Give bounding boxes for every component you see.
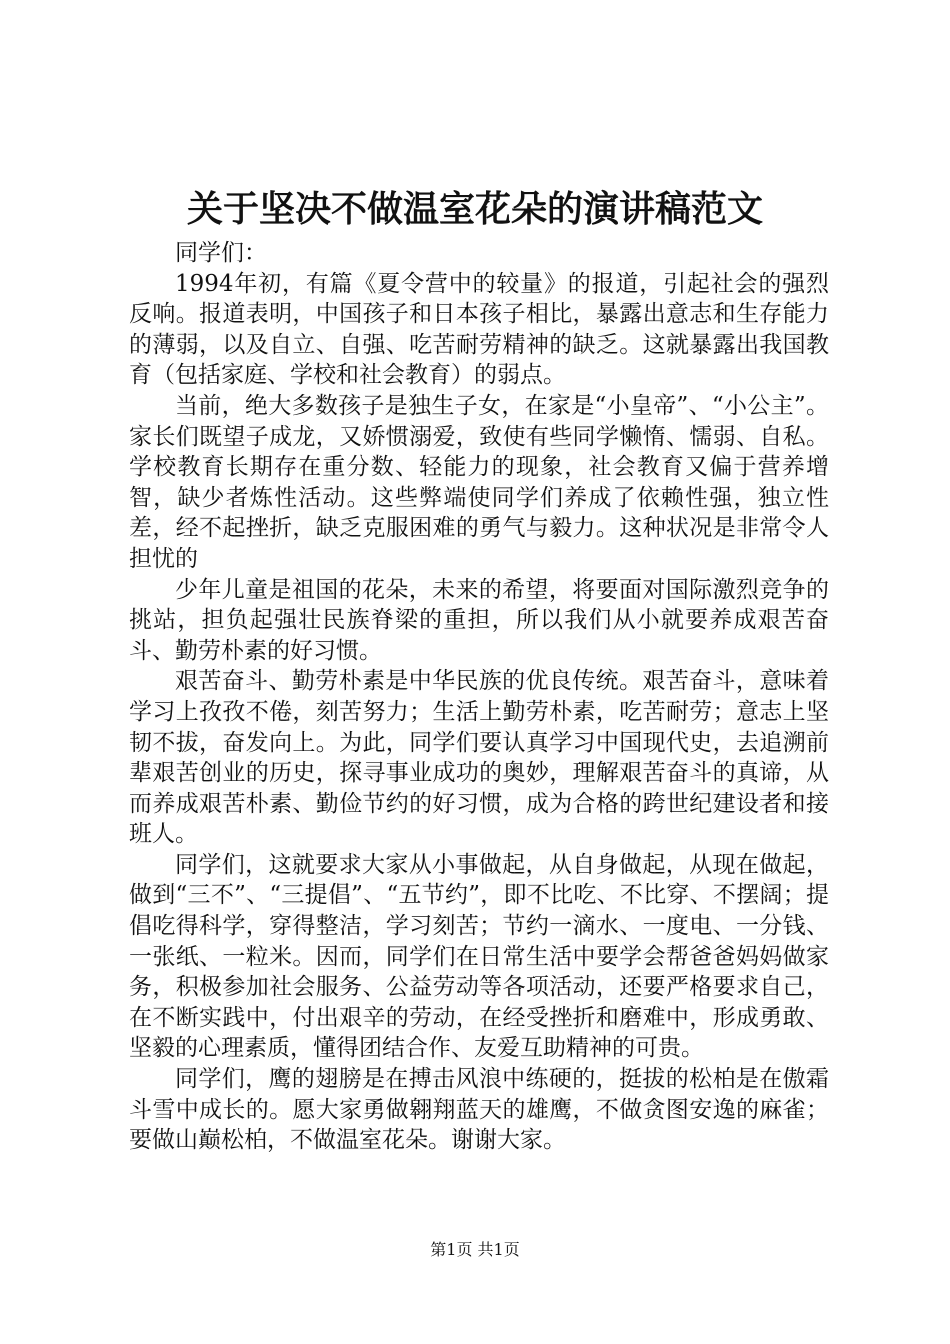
document-body [129, 238, 829, 1156]
paragraph: 少年儿童是祖国的花朵，未来的希望，将要面对国际激烈竞争的挑站，担负起强壮民族脊梁的重担，所以我们从小就要养成艰苦奋斗、勤劳朴素的好习惯。 [129, 576, 829, 664]
salutation: 同学们： [175, 240, 267, 266]
paragraph: 1994年初，有篇《夏令营中的较量》的报道，引起社会的强烈反响。报道表明，中国孩子和日本孩子相比，暴露出意志和生存能力的薄弱，以及自立、自强、吃苦耐劳精神的缺乏。这就暴露出我国教育（包括家庭、学校和社会教育）的弱点。 [129, 270, 829, 389]
paragraph: 同学们，鹰的翅膀是在搏击风浪中练硬的，挺拔的松柏是在傲霜斗雪中成长的。愿大家勇做翱翔蓝天的雄鹰，不做贪图安逸的麻雀；要做山巅松柏，不做温室花朵。谢谢大家。 [129, 1066, 829, 1154]
paragraph: 同学们，这就要求大家从小事做起，从自身做起，从现在做起，做到“三不”、“三提倡”、“五节约”，即不比吃、不比穿、不摆阔；提倡吃得科学，穿得整洁，学习刻苦；节约一滴水、一度电、一分钱、一张纸、一粒米。因而，同学们在日常生活中要学会帮爸爸妈妈做家务，积极参加社会服务、公益劳动等各项活动，还要严格要求自己，在不断实践中，付出艰辛的劳动，在经受挫折和磨难中，形成勇敢、坚毅的心理素质，懂得团结合作、友爱互助精神的可贵。 [129, 851, 829, 1062]
document-title: 关于坚决不做温室花朵的演讲稿范文 [186, 188, 763, 230]
paragraph: 艰苦奋斗、勤劳朴素是中华民族的优良传统。艰苦奋斗，意味着学习上孜孜不倦，刻苦努力；生活上勤劳朴素，吃苦耐劳；意志上坚韧不拔，奋发向上。为此，同学们要认真学习中国现代史，去追溯前辈艰苦创业的历史，探寻事业成功的奥妙，理解艰苦奋斗的真谛，从而养成艰苦朴素、勤俭节约的好习惯，成为合格的跨世纪建设者和接班人。 [129, 668, 829, 848]
paragraph: 当前，绝大多数孩子是独生子女，在家是“小皇帝”、“小公主”。家长们既望子成龙，又娇惯溺爱，致使有些同学懒惰、懦弱、自私。学校教育长期存在重分数、轻能力的现象，社会教育又偏于营养增智，缺少者炼性活动。这些弊端使同学们养成了依赖性强，独立性差，经不起挫折，缺乏克服困难的勇气与毅力。这种状况是非常令人担忧的 [129, 392, 829, 572]
page-footer: 第1页 共1页 [430, 1240, 520, 1259]
